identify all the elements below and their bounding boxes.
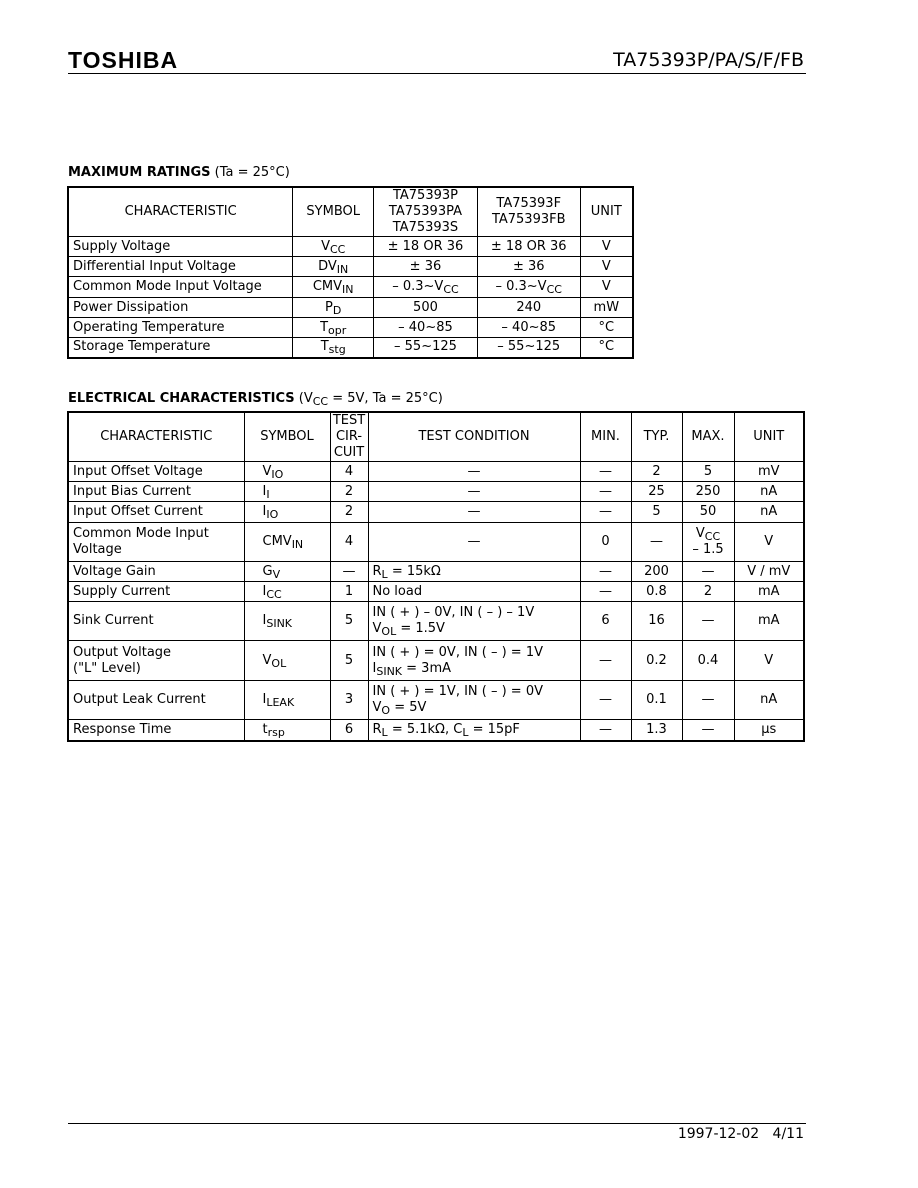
symbol-sub: IN (342, 283, 354, 296)
row-value-p: ± 18 OR 36 (374, 237, 478, 257)
cond-post: = 15kΩ (387, 563, 441, 579)
footer (678, 1126, 804, 1142)
header-test-l2: CIR- (335, 429, 363, 444)
header-fb: TA75393FB (491, 212, 566, 227)
table-row (68, 582, 804, 602)
row-value-p: ± 36 (374, 257, 478, 277)
row-characteristic: Response Time (68, 720, 244, 741)
row-characteristic: Input Bias Current (68, 482, 244, 502)
header-max: MAX. (682, 412, 734, 462)
cond-line-2 (373, 700, 576, 716)
cond-sub: SINK (376, 664, 403, 678)
row-unit: nA (734, 482, 804, 502)
header-symbol: SYMBOL (293, 187, 374, 237)
table-row (68, 602, 804, 641)
row-characteristic: Voltage Gain (68, 562, 244, 582)
row-typ: 0.8 (631, 582, 682, 602)
max-ratings-table (67, 186, 634, 359)
cond-c: = 15pF (468, 721, 520, 737)
value-sub: CC (546, 283, 562, 296)
row-circuit: 5 (330, 641, 368, 681)
max-line-2: – 1.5 (692, 542, 724, 557)
row-unit: V (580, 237, 633, 257)
row-characteristic: Differential Input Voltage (68, 257, 293, 277)
row-condition: — (368, 462, 580, 482)
header-ta75393p-group (374, 187, 478, 237)
row-symbol (293, 277, 374, 298)
table-row (68, 482, 804, 502)
cond-pre: (V (298, 391, 313, 406)
row-circuit: — (330, 562, 368, 582)
cond-pre: I (372, 660, 377, 676)
row-characteristic: Sink Current (68, 602, 244, 641)
max-main: V (695, 526, 705, 541)
symbol-sub: IO (266, 508, 279, 521)
row-unit: V (734, 641, 804, 681)
row-max: 50 (682, 502, 734, 523)
row-value-p: 500 (374, 298, 478, 318)
symbol-sub: IN (336, 262, 349, 276)
row-circuit: 2 (330, 482, 368, 502)
row-min: — (580, 502, 631, 523)
row-characteristic: Storage Temperature (68, 338, 293, 358)
row-symbol (244, 720, 330, 741)
cond-sub: OL (381, 625, 397, 638)
symbol-main: I (262, 692, 267, 707)
row-symbol (244, 523, 330, 562)
row-typ: 2 (631, 462, 682, 482)
header-min: MIN. (580, 412, 631, 462)
symbol-main: I (262, 483, 267, 499)
cond-pre: V (372, 621, 382, 636)
row-max: — (682, 720, 734, 741)
table-row (68, 502, 804, 523)
cond-sub: L (381, 567, 388, 581)
row-characteristic: Common Mode Input Voltage (68, 277, 293, 298)
symbol-main: V (262, 463, 272, 479)
table-row (68, 318, 633, 338)
cond-post: = 5V (390, 700, 427, 715)
row-value-p: – 40~85 (374, 318, 478, 338)
elec-header-row (68, 412, 804, 462)
cond-b-sub: L (462, 725, 469, 739)
row-circuit: 2 (330, 502, 368, 523)
row-unit: μs (734, 720, 804, 741)
row-characteristic (68, 641, 244, 681)
row-circuit: 5 (330, 602, 368, 641)
value-sub: CC (443, 283, 459, 296)
row-condition (368, 602, 580, 641)
row-characteristic: Operating Temperature (68, 318, 293, 338)
symbol-sub: CC (266, 587, 282, 601)
part-number: TA75393P/PA/S/F/FB (613, 49, 804, 71)
row-min: — (580, 582, 631, 602)
row-unit: V (734, 523, 804, 562)
symbol-main: t (262, 721, 268, 737)
char-line-1: Common Mode Input (73, 526, 209, 541)
footer-divider (68, 1123, 806, 1124)
row-symbol (293, 338, 374, 358)
row-max: — (682, 681, 734, 720)
row-symbol (293, 298, 374, 318)
row-symbol (244, 582, 330, 602)
row-value-f (477, 277, 580, 298)
row-symbol (244, 681, 330, 720)
cond-a-sub: L (381, 725, 388, 739)
row-circuit: 4 (330, 523, 368, 562)
cond-pre: V (372, 700, 382, 715)
row-condition (368, 720, 580, 741)
row-symbol (293, 318, 374, 338)
row-condition (368, 641, 580, 681)
row-symbol (244, 482, 330, 502)
header-s: TA75393S (392, 220, 459, 235)
header-characteristic: CHARACTERISTIC (68, 412, 244, 462)
row-circuit: 1 (330, 582, 368, 602)
row-min: 6 (580, 602, 631, 641)
row-min: — (580, 462, 631, 482)
cond-sub: O (381, 704, 391, 717)
table-row (68, 523, 804, 562)
symbol-sub: CC (329, 242, 346, 256)
row-min: — (580, 720, 631, 741)
header-divider (68, 73, 806, 74)
row-min: — (580, 641, 631, 681)
max-line-1 (687, 526, 730, 542)
row-typ: 0.1 (631, 681, 682, 720)
max-ratings-header-row (68, 187, 633, 237)
char-line-1: Output Voltage (73, 644, 172, 660)
row-typ: 1.3 (631, 720, 682, 741)
row-value-f: ± 36 (477, 257, 580, 277)
max-ratings-heading: MAXIMUM RATINGS (68, 165, 211, 180)
elec-title (68, 391, 443, 406)
symbol-sub: LEAK (266, 696, 295, 709)
char-line-2: Voltage (73, 542, 122, 557)
row-value-f: – 55~125 (477, 338, 580, 358)
symbol-sub: I (266, 487, 270, 501)
header-test-condition: TEST CONDITION (368, 412, 580, 462)
cond-post: = 3mA (402, 660, 452, 676)
cond-line-2 (373, 621, 576, 637)
symbol-main: I (262, 504, 267, 519)
symbol-main: DV (318, 258, 337, 274)
header-f: TA75393F (496, 196, 562, 211)
footer-date: 1997-12-02 (677, 1126, 760, 1142)
row-symbol (244, 602, 330, 641)
toshiba-logo: TOSHIBA (68, 47, 179, 73)
row-unit: mA (734, 582, 804, 602)
row-symbol (244, 562, 330, 582)
row-symbol (244, 502, 330, 523)
header-test-circuit (330, 412, 368, 462)
row-unit: mA (734, 602, 804, 641)
table-row (68, 681, 804, 720)
symbol-sub: rsp (267, 725, 285, 739)
row-min: — (580, 681, 631, 720)
row-typ: 200 (631, 562, 682, 582)
row-value-p: – 55~125 (374, 338, 478, 358)
row-symbol (293, 237, 374, 257)
row-characteristic: Supply Current (68, 582, 244, 602)
row-unit: V (580, 277, 633, 298)
elec-char-table (67, 411, 805, 742)
row-min: — (580, 562, 631, 582)
max-sub: CC (704, 530, 721, 543)
row-characteristic: Power Dissipation (68, 298, 293, 318)
char-line-2: ("L" Level) (73, 660, 141, 676)
cond-line-1: IN ( + ) = 0V, IN ( – ) = 1V (372, 644, 543, 660)
header-typ: TYP. (631, 412, 682, 462)
table-row (68, 462, 804, 482)
row-characteristic: Supply Voltage (68, 237, 293, 257)
symbol-main: V (262, 652, 272, 668)
table-row (68, 720, 804, 741)
value-main: – 0.3~V (495, 279, 547, 294)
symbol-sub: V (272, 567, 281, 581)
row-characteristic: Input Offset Current (68, 502, 244, 523)
symbol-main: CMV (262, 534, 292, 549)
header-ta75393f-group (477, 187, 580, 237)
symbol-main: I (262, 583, 267, 599)
row-max: — (682, 602, 734, 641)
row-unit: mV (734, 462, 804, 482)
row-symbol (244, 462, 330, 482)
value-main: – 0.3~V (392, 279, 444, 294)
symbol-sub: stg (328, 343, 346, 357)
row-max: 5 (682, 462, 734, 482)
symbol-sub: IO (271, 467, 284, 481)
symbol-sub: SINK (266, 617, 293, 630)
row-condition: No load (368, 582, 580, 602)
cond-a: R (372, 721, 382, 737)
row-circuit: 3 (330, 681, 368, 720)
row-unit: V / mV (734, 562, 804, 582)
elec-heading: ELECTRICAL CHARACTERISTICS (68, 391, 295, 406)
symbol-main: CMV (312, 279, 343, 294)
symbol-main: T (320, 319, 329, 335)
row-min: — (580, 482, 631, 502)
symbol-main: G (262, 563, 273, 579)
cond-sub: CC (312, 395, 329, 408)
cond-line-1: IN ( + ) – 0V, IN ( – ) – 1V (372, 605, 535, 620)
cond-post: = 5V, Ta = 25°C) (328, 391, 443, 406)
row-symbol (244, 641, 330, 681)
row-circuit: 4 (330, 462, 368, 482)
symbol-main: I (262, 613, 267, 628)
row-value-f: 240 (477, 298, 580, 318)
row-unit: nA (734, 502, 804, 523)
header-test-l1: TEST (332, 413, 366, 428)
row-max: 2 (682, 582, 734, 602)
footer-page: 4/11 (772, 1126, 804, 1142)
symbol-main: V (321, 238, 330, 254)
cond-b: = 5.1kΩ, C (387, 721, 463, 737)
row-typ: — (631, 523, 682, 562)
row-unit: °C (580, 338, 633, 358)
cond-line-2 (373, 661, 576, 677)
row-max: 0.4 (682, 641, 734, 681)
row-value-f: ± 18 OR 36 (477, 237, 580, 257)
row-condition: — (368, 482, 580, 502)
table-row (68, 237, 633, 257)
row-typ: 5 (631, 502, 682, 523)
row-characteristic: Output Leak Current (68, 681, 244, 720)
max-ratings-condition: (Ta = 25°C) (214, 165, 290, 180)
table-row (68, 562, 804, 582)
header-pa: TA75393PA (388, 204, 463, 219)
symbol-sub: D (332, 303, 342, 317)
row-condition: — (368, 523, 580, 562)
table-row (68, 338, 633, 358)
row-unit: V (580, 257, 633, 277)
row-condition (368, 681, 580, 720)
row-circuit: 6 (330, 720, 368, 741)
row-max: 250 (682, 482, 734, 502)
table-row (68, 298, 633, 318)
row-typ: 25 (631, 482, 682, 502)
header-p: TA75393P (392, 188, 458, 203)
symbol-sub: IN (291, 538, 304, 551)
table-row (68, 641, 804, 681)
row-unit: mW (580, 298, 633, 318)
header-unit: UNIT (580, 187, 633, 237)
cond-pre: R (372, 563, 382, 579)
row-symbol (293, 257, 374, 277)
symbol-main: P (325, 299, 333, 315)
row-condition: — (368, 502, 580, 523)
row-typ: 16 (631, 602, 682, 641)
cond-post: = 1.5V (396, 621, 445, 636)
row-unit: °C (580, 318, 633, 338)
row-typ: 0.2 (631, 641, 682, 681)
row-unit: nA (734, 681, 804, 720)
row-characteristic: Input Offset Voltage (68, 462, 244, 482)
row-characteristic (68, 523, 244, 562)
symbol-sub: OL (271, 656, 287, 670)
row-max: — (682, 562, 734, 582)
symbol-main: T (320, 339, 329, 355)
row-max (682, 523, 734, 562)
row-condition (368, 562, 580, 582)
header-symbol: SYMBOL (244, 412, 330, 462)
header-characteristic: CHARACTERISTIC (68, 187, 293, 237)
row-min: 0 (580, 523, 631, 562)
row-value-f: – 40~85 (477, 318, 580, 338)
table-row (68, 257, 633, 277)
header-unit: UNIT (734, 412, 804, 462)
elec-condition (299, 391, 443, 406)
row-value-p (374, 277, 478, 298)
header-test-l3: CUIT (333, 445, 365, 460)
table-row (68, 277, 633, 298)
symbol-sub: opr (328, 323, 347, 337)
cond-line-1: IN ( + ) = 1V, IN ( – ) = 0V (372, 684, 543, 699)
max-ratings-title (68, 165, 290, 180)
